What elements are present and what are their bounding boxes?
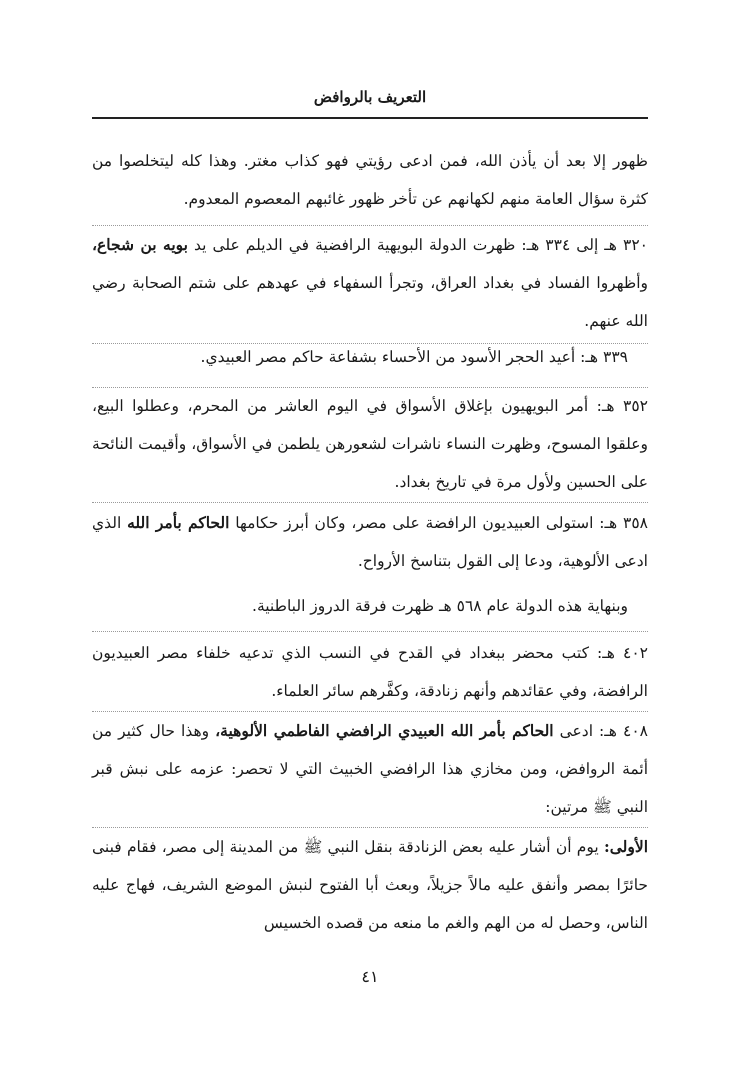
page-number: ٤١ xyxy=(361,967,379,986)
running-header: التعريف بالروافض xyxy=(313,88,427,106)
paragraph-402 xyxy=(92,634,648,710)
paragraph-text: ٣٥٨ هـ: استولى العبيديون الرافضة على مصر، وكان أبرز حكامها xyxy=(235,514,648,532)
paragraph-bold-lead: الأولى: xyxy=(604,837,648,856)
paragraph-text: وأظهروا الفساد في بغداد العراق، وتجرأ السفهاء في عهدهم على شتم الصحابة رضي الله عنهم. xyxy=(92,274,648,330)
paragraph-text: وبنهاية هذه الدولة عام ٥٦٨ هـ ظهرت فرقة الدروز الباطنية. xyxy=(252,597,628,615)
paragraph-text: وهذا حال كثير من أئمة الروافض، ومن مخازي هذا الرافضي الخبيث التي لا تحصر: عزمه على نبش قبر النبي ﷺ مرتين: xyxy=(92,722,648,816)
paragraph-text: الذي ادعى الألوهية، ودعا إلى القول بتناسخ الأرواح. xyxy=(92,514,648,570)
paragraph-text: ٣٥٢ هـ: أمر البويهيون بإغلاق الأسواق في اليوم العاشر من المحرم، وعطلوا البيع، وعلقوا المسوح، وظهرت النساء ناشرات لشعورهن يلطمن في الأسواق، وأقيمت النائحة على الحسين ولأول مرة في تاريخ بغداد. xyxy=(92,397,648,491)
paragraph-320 xyxy=(92,226,648,340)
paragraph-568 xyxy=(92,587,648,625)
paragraph-text: ظهور إلا بعد أن يأذن الله، فمن ادعى رؤيتي فهو كذاب مغتر. وهذا كله ليتخلصوا من كثرة سؤال العامة منهم لكهانهم عن تأخر ظهور غائبهم المعصوم المعدوم. xyxy=(92,152,648,208)
paragraph-first-attempt xyxy=(92,828,648,942)
paragraph-339 xyxy=(92,338,648,376)
paragraph-text: ٤٠٨ هـ: ادعى xyxy=(559,722,648,740)
paragraph-separator xyxy=(92,631,648,632)
paragraph-intro xyxy=(92,142,648,218)
paragraph-352 xyxy=(92,387,648,501)
paragraph-lead: ٣٢٠ هـ إلى ٣٣٤ هـ: xyxy=(521,236,648,254)
paragraph-408 xyxy=(92,712,648,826)
paragraph-bold-name: الحاكم بأمر الله xyxy=(127,513,230,532)
paragraph-358 xyxy=(92,504,648,580)
header-rule xyxy=(92,117,648,119)
paragraph-text: ٤٠٢ هـ: كتب محضر ببغداد في القدح في النسب الذي تدعيه خلفاء مصر العبيديون الرافضة، وفي عقائدهم وأنهم زنادقة، وكفَّرهم سائر العلماء. xyxy=(92,644,648,700)
paragraph-text: ٣٣٩ هـ: أعيد الحجر الأسود من الأحساء بشفاعة حاكم مصر العبيدي. xyxy=(200,348,628,366)
paragraph-bold-name: بويه بن شجاع، xyxy=(92,235,188,254)
paragraph-text: ظهرت الدولة البويهية الرافضية في الديلم على يد xyxy=(194,236,516,254)
paragraph-separator xyxy=(92,502,648,503)
paragraph-bold-name: الحاكم بأمر الله العبيدي الرافضي الفاطمي الألوهية، xyxy=(215,721,554,740)
paragraph-text: يوم أن أشار عليه بعض الزنادقة بنقل النبي ﷺ من المدينة إلى مصر، فقام فبنى حائرًا بمصر وأنفق عليه مالاً جزيلاً، وبعث أبا الفتوح لنبش الموضع الشريف، فهاج عليه الناس، وحصل له من الهم والغم ما منعه من قصده الخسيس xyxy=(92,838,648,932)
